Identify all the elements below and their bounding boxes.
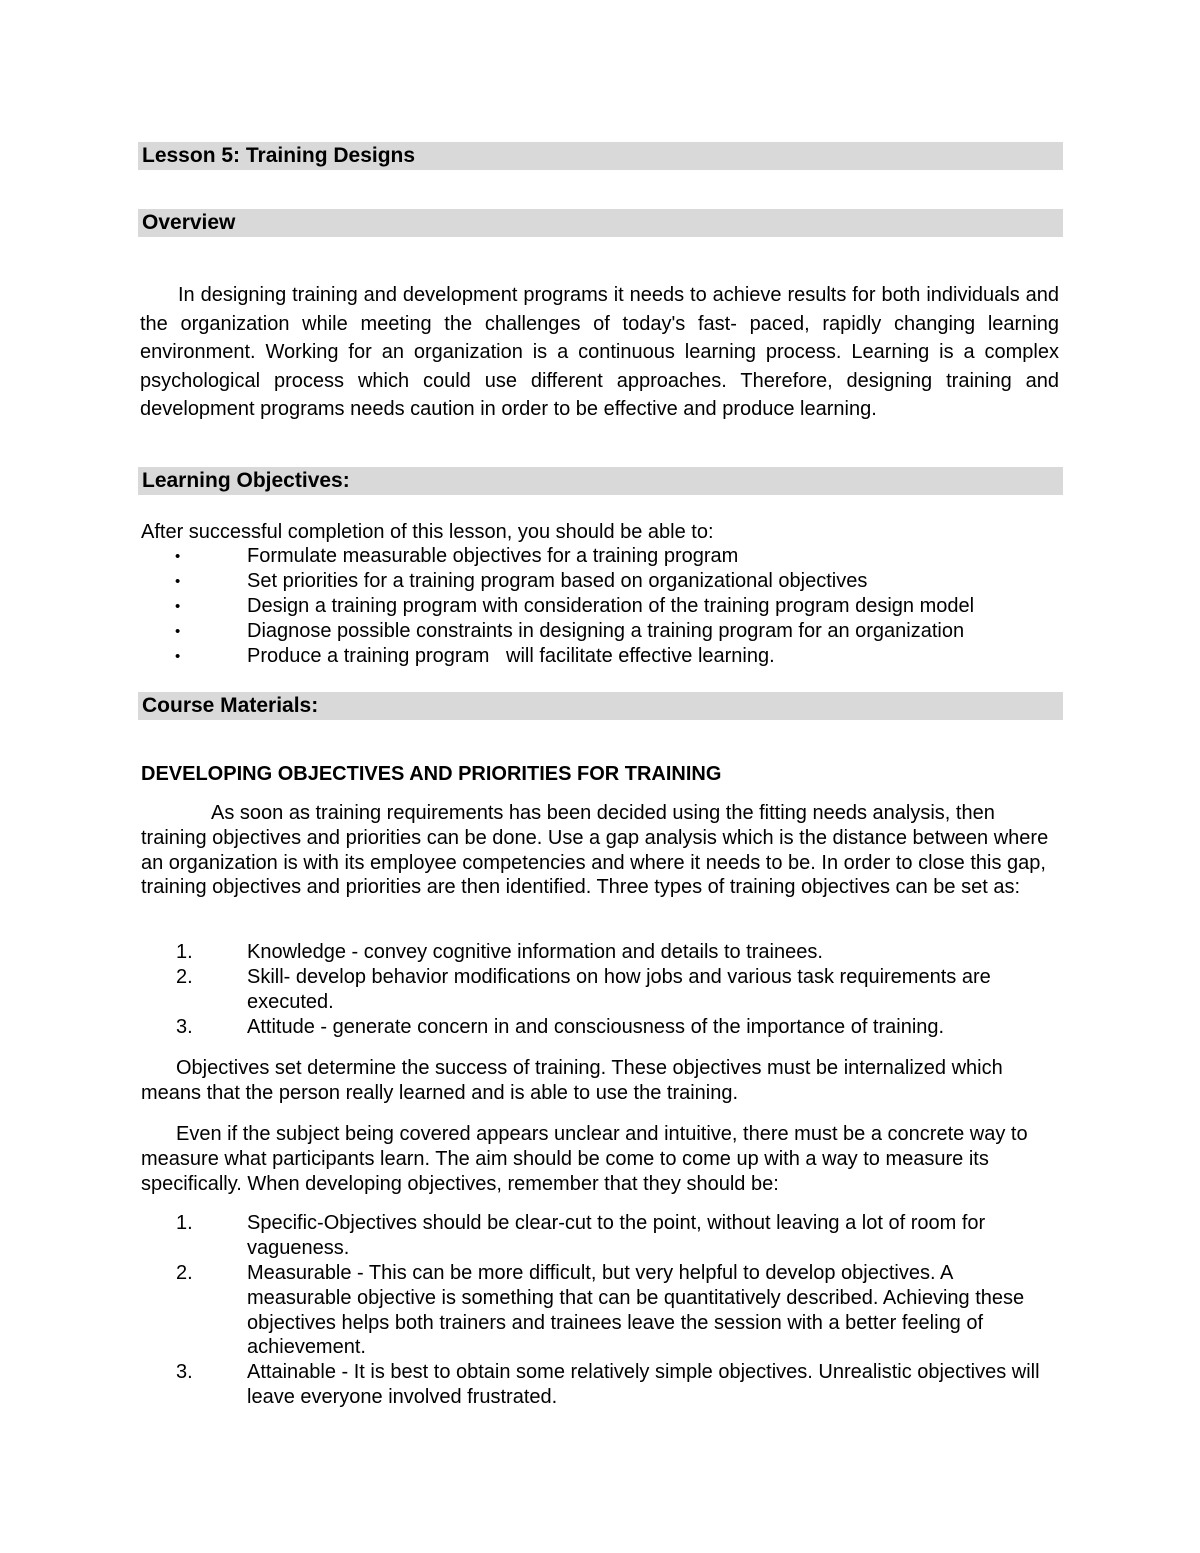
list-item-text: Knowledge - convey cognitive information and details to trainees. <box>247 941 823 963</box>
list-item-text: Specific-Objectives should be clear-cut to the point, without leaving a lot of room for vagueness. <box>247 1212 986 1259</box>
list-item-text: Measurable - This can be more difficult, but very helpful to develop objectives. A measurable objective is something that can be quantitatively described. Achieving these objectives helps both trainers and trainees leave the session with a better feeling of achievement. <box>247 1262 1025 1359</box>
list-number: 2. <box>176 966 193 988</box>
list-number: 3. <box>176 1016 193 1038</box>
list-number: 3. <box>176 1361 193 1383</box>
bullet-marker: • <box>175 548 181 565</box>
list-item-text: Produce a training program will facilitate effective learning. <box>247 645 775 667</box>
section-paragraph-2 <box>141 1056 1061 1106</box>
section-paragraph-1 <box>141 801 1061 900</box>
objectives-heading: Learning Objectives: <box>138 467 1063 495</box>
materials-heading: Course Materials: <box>138 692 1063 720</box>
lesson-title: Lesson 5: Training Designs <box>138 142 1063 170</box>
list-item-text: Formulate measurable objectives for a training program <box>247 545 739 567</box>
section-paragraph-3 <box>141 1122 1061 1196</box>
bullet-marker: • <box>175 648 181 665</box>
overview-heading: Overview <box>138 209 1063 237</box>
list-number: 1. <box>176 1212 193 1234</box>
list-item-text: Attainable - It is best to obtain some relatively simple objectives. Unrealistic objectives will leave everyone involved frustrated. <box>247 1361 1040 1408</box>
overview-paragraph <box>140 281 1059 424</box>
list-item-text: Skill- develop behavior modifications on how jobs and various task requirements are executed. <box>247 966 991 1013</box>
list-item-text: Set priorities for a training program based on organizational objectives <box>247 570 868 592</box>
list-item-text: Attitude - generate concern in and consciousness of the importance of training. <box>247 1016 945 1038</box>
list-number: 2. <box>176 1262 193 1284</box>
objectives-intro: After successful completion of this lesson, you should be able to: <box>141 521 714 543</box>
bullet-marker: • <box>175 598 181 615</box>
overview-text: In designing training and development programs it needs to achieve results for both individuals and the organization while meeting the challenges of today's fast- paced, rapidly changing learning environment. Working for an organization is a continuous learning process. Learning is a complex psychological process which could use different approaches. Therefore, designing training and development programs needs caution in order to be effective and produce learning. <box>140 284 1059 421</box>
list-number: 1. <box>176 941 193 963</box>
list-item-text: Design a training program with consideration of the training program design model <box>247 595 975 617</box>
paragraph-text: Objectives set determine the success of training. These objectives must be internalized which means that the person really learned and is able to use the training. <box>141 1057 1003 1104</box>
paragraph-text: As soon as training requirements has been decided using the fitting needs analysis, then training objectives and priorities can be done. Use a gap analysis which is the distance between where an organization is with its employee competencies and where it needs to be. In order to close this gap, training objectives and priorities are then identified. Three types of training objectives can be set as: <box>141 802 1049 899</box>
list-item-text: Diagnose possible constraints in designing a training program for an organization <box>247 620 965 642</box>
paragraph-text: Even if the subject being covered appears unclear and intuitive, there must be a concrete way to measure what participants learn. The aim should be come to come up with a way to measure its specifically. When developing objectives, remember that they should be: <box>141 1123 1028 1195</box>
bullet-marker: • <box>175 573 181 590</box>
section-title: DEVELOPING OBJECTIVES AND PRIORITIES FOR TRAINING <box>141 763 722 785</box>
bullet-marker: • <box>175 623 181 640</box>
